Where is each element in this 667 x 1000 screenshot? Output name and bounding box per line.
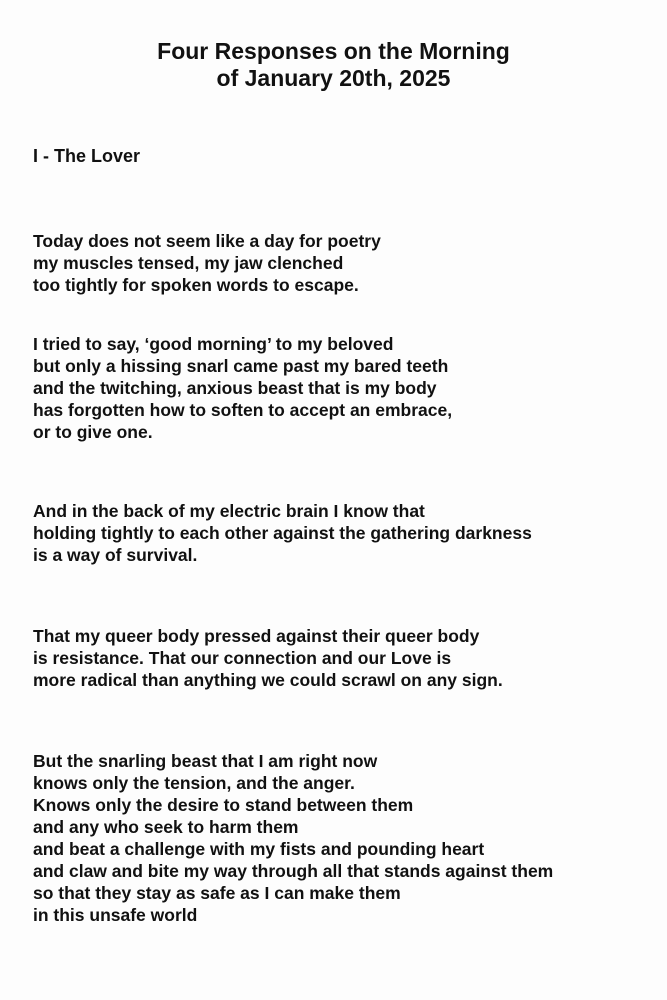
poem-line: Today does not seem like a day for poetry [33, 231, 381, 251]
poem-line: and beat a challenge with my fists and pounding heart [33, 839, 485, 859]
poem-line: and any who seek to harm them [33, 817, 299, 837]
poem-line: so that they stay as safe as I can make them [33, 883, 401, 903]
poem-line: too tightly for spoken words to escape. [33, 275, 359, 295]
stanza-1 [33, 230, 663, 296]
title-line: Four Responses on the Morning [157, 38, 510, 64]
stanza-5 [33, 750, 663, 926]
poem-line: holding tightly to each other against the gathering darkness [33, 523, 532, 543]
stanza-3 [33, 500, 663, 566]
poem-line: my muscles tensed, my jaw clenched [33, 253, 344, 273]
poem-line: Knows only the desire to stand between them [33, 795, 414, 815]
poem-line: And in the back of my electric brain I know that [33, 501, 425, 521]
poem-line: or to give one. [33, 422, 153, 442]
poem-line: and claw and bite my way through all that stands against them [33, 861, 554, 881]
stanza-4 [33, 625, 663, 691]
poem-line: is resistance. That our connection and our Love is [33, 648, 452, 668]
poem-line: more radical than anything we could scrawl on any sign. [33, 670, 503, 690]
poem-line: knows only the tension, and the anger. [33, 773, 355, 793]
poem-line: and the twitching, anxious beast that is my body [33, 378, 437, 398]
poem-line: That my queer body pressed against their queer body [33, 626, 480, 646]
poem-line: has forgotten how to soften to accept an embrace, [33, 400, 453, 420]
section-heading: I - The Lover [33, 146, 141, 166]
document-title [0, 38, 667, 92]
title-line: of January 20th, 2025 [216, 65, 451, 91]
poem-line: I tried to say, ‘good morning’ to my beloved [33, 334, 394, 354]
poem-line: but only a hissing snarl came past my bared teeth [33, 356, 449, 376]
poem-line: in this unsafe world [33, 905, 198, 925]
poem-line: But the snarling beast that I am right now [33, 751, 378, 771]
poem-line: is a way of survival. [33, 545, 198, 565]
stanza-2 [33, 333, 663, 443]
